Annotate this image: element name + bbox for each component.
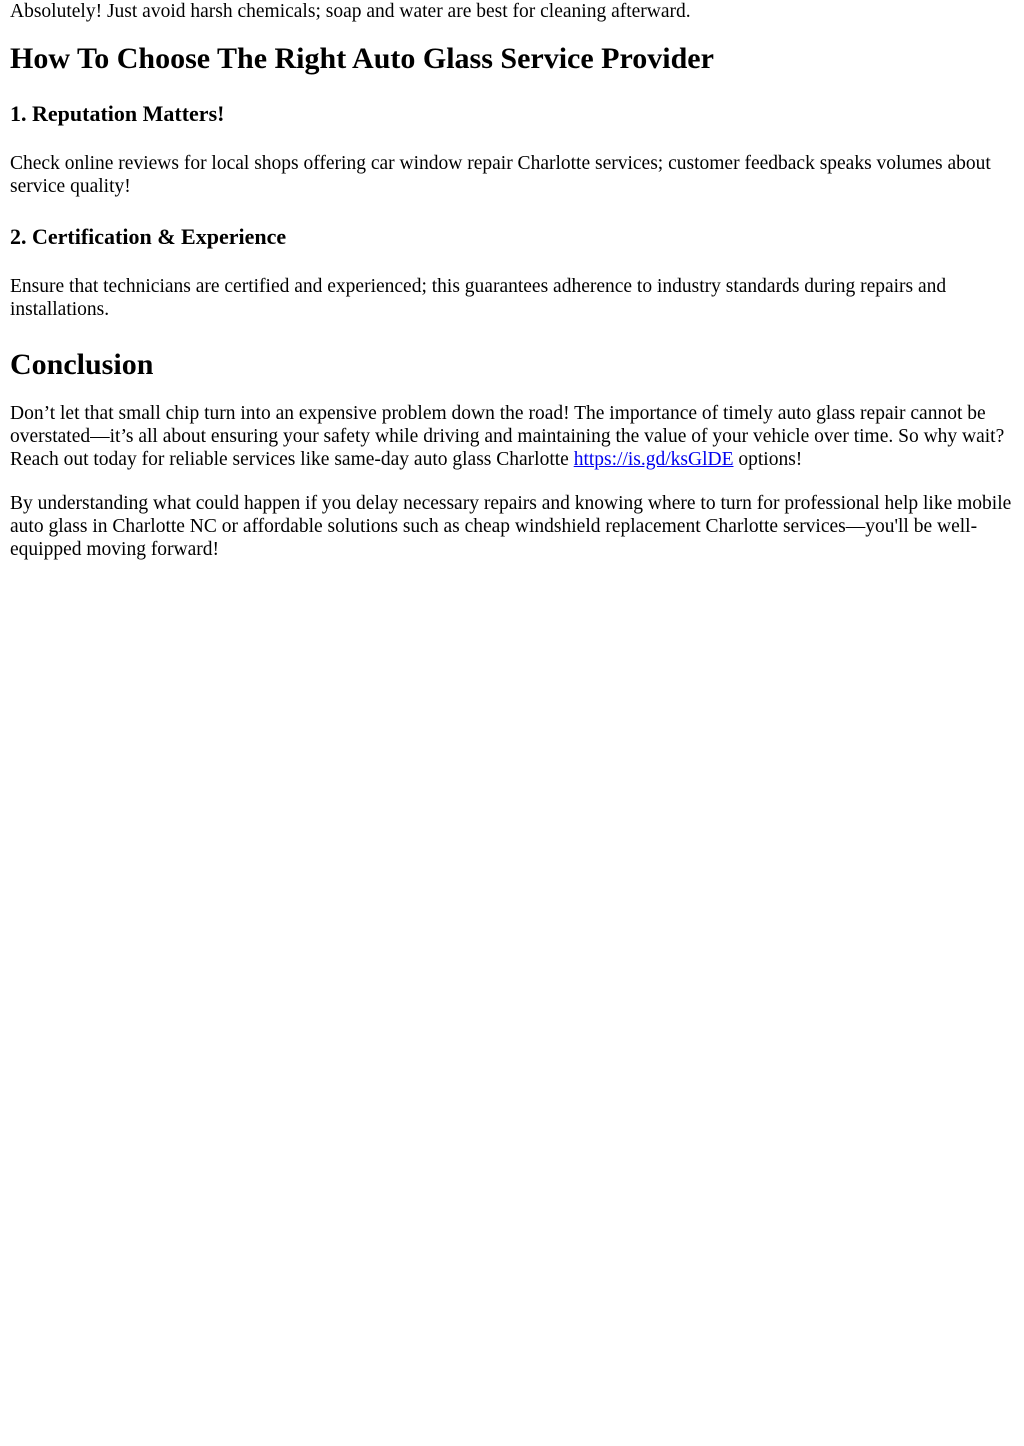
paragraph-certification: Ensure that technicians are certified and experienced; this guarantees adherence to industry standards during repairs and installations.: [10, 276, 947, 320]
subheading-certification: 2. Certification & Experience: [10, 224, 287, 249]
section-heading-conclusion: Conclusion: [10, 348, 154, 381]
paragraph-conclusion-1: [10, 402, 1014, 471]
paragraph-reputation: Check online reviews for local shops offering car window repair Charlotte services; customer feedback speaks volumes about service quality!: [10, 153, 991, 197]
conclusion-text-after-link: options!: [733, 449, 803, 470]
article-body: [0, 0, 1024, 561]
faq-answer-text: Absolutely! Just avoid harsh chemicals; soap and water are best for cleaning afterward.: [10, 1, 691, 22]
shortlink[interactable]: https://is.gd/ksGlDE: [573, 449, 734, 470]
subheading-reputation: 1. Reputation Matters!: [10, 101, 225, 126]
section-heading-provider: How To Choose The Right Auto Glass Service Provider: [10, 42, 714, 75]
conclusion-text-before-link: Don’t let that small chip turn into an expensive problem down the road! The importance of timely auto glass repair cannot be overstated—it’s all about ensuring your safety while driving and maintaining the value of your vehicle over time. So why wait? Reach out today for reliable services like same-day auto glass Charlotte: [10, 403, 1005, 470]
paragraph-conclusion-2: By understanding what could happen if you delay necessary repairs and knowing where to turn for professional help like mobile auto glass in Charlotte NC or affordable solutions such as cheap windshield replacement Charlotte services—you'll be well-equipped moving forward!: [10, 493, 1012, 560]
